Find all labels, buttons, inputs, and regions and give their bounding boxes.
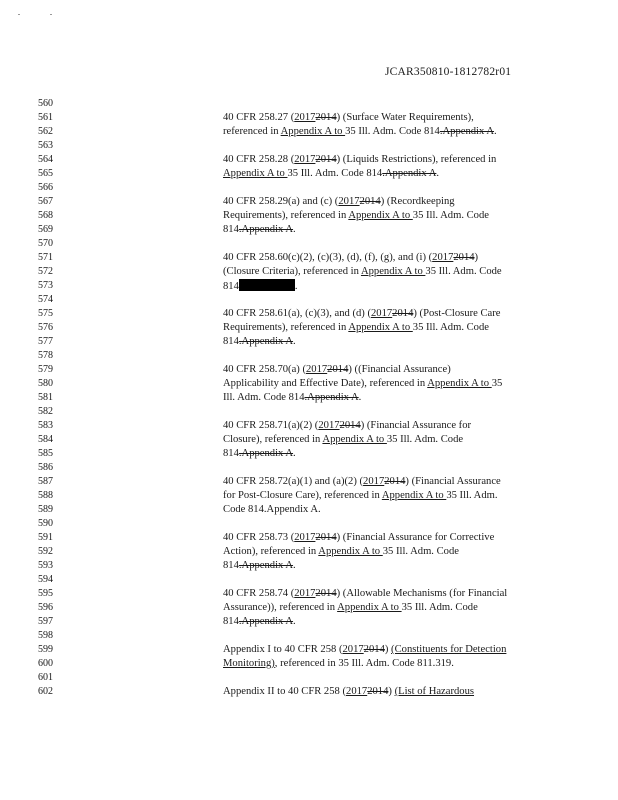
inserted-text: 2017 — [294, 588, 316, 599]
text-line — [223, 559, 296, 573]
line-number: 562 — [38, 126, 53, 137]
text-line — [223, 223, 296, 237]
text-line — [223, 433, 463, 447]
text-span: Appendix I to 40 CFR 258 ( — [223, 644, 343, 655]
text-span: 40 CFR 258.28 ( — [223, 154, 295, 165]
text-line — [223, 251, 478, 265]
deleted-text: 2014 — [367, 686, 389, 697]
text-span: Closure), referenced in — [223, 434, 323, 445]
inserted-text: Appendix A to — [223, 168, 288, 179]
deleted-text: 2014 — [315, 588, 337, 599]
inserted-text: Appendix A to — [318, 546, 383, 557]
inserted-text: 2017 — [342, 644, 364, 655]
inserted-text: 2017 — [363, 476, 385, 487]
scan-speck — [50, 14, 52, 15]
text-span: referenced in — [223, 126, 281, 137]
line-number: 570 — [38, 238, 53, 249]
line-number: 581 — [38, 392, 53, 403]
text-line — [223, 307, 500, 321]
text-span: 814 — [223, 560, 239, 571]
text-line — [223, 601, 478, 615]
text-line — [223, 685, 474, 699]
text-line — [223, 587, 507, 601]
text-span: . — [294, 281, 298, 292]
line-number: 561 — [38, 112, 53, 123]
line-number: 578 — [38, 350, 53, 361]
text-span: ) — [388, 686, 395, 697]
deleted-text: 2014 — [315, 532, 337, 543]
line-number: 602 — [38, 686, 53, 697]
text-span: 40 CFR 258.29(a) and (c) ( — [223, 196, 339, 207]
inserted-text: 2017 — [338, 196, 360, 207]
text-span: 35 Ill. Adm. Code 814 — [345, 126, 440, 137]
line-number: 588 — [38, 490, 53, 501]
deleted-text: .Appendix A — [238, 560, 294, 571]
line-number: 568 — [38, 210, 53, 221]
line-number: 596 — [38, 602, 53, 613]
line-number: 564 — [38, 154, 53, 165]
text-span: 40 CFR 258.27 ( — [223, 112, 295, 123]
deleted-text: .Appendix A — [304, 392, 359, 403]
deleted-text: 2014 — [392, 308, 414, 319]
line-number: 574 — [38, 294, 53, 305]
line-number: 579 — [38, 364, 53, 375]
line-number: 582 — [38, 406, 53, 417]
text-span: Assurance)), referenced in — [223, 602, 338, 613]
text-span: 35 Ill. Adm. Code — [412, 322, 489, 333]
text-span: . — [436, 168, 440, 179]
text-span: ) (Financial Assurance for Corrective — [336, 532, 495, 543]
text-span: . — [293, 560, 296, 571]
text-span: 35 Ill. Adm. — [446, 490, 498, 501]
inserted-text: Appendix A to — [348, 210, 413, 221]
text-span: 814 — [223, 336, 239, 347]
text-span: ) (Recordkeeping — [380, 196, 455, 207]
text-span: 40 CFR 258.70(a) ( — [223, 364, 306, 375]
deleted-text: 2014 — [339, 420, 361, 431]
deleted-text: .Appendix A — [439, 126, 495, 137]
line-number: 572 — [38, 266, 53, 277]
line-number: 591 — [38, 532, 53, 543]
text-span: ) — [474, 252, 479, 263]
text-span: 35 Ill. Adm. Code — [382, 546, 459, 557]
line-number: 583 — [38, 420, 53, 431]
line-number: 575 — [38, 308, 53, 319]
line-number: 576 — [38, 322, 53, 333]
text-span: ) (Allowable Mechanisms (for Financial — [336, 588, 508, 599]
line-number: 567 — [38, 196, 53, 207]
text-span: 35 Ill. Adm. Code — [425, 266, 502, 277]
text-line — [223, 111, 474, 125]
line-number: 560 — [38, 98, 53, 109]
inserted-text: Appendix A to — [280, 126, 346, 137]
line-number: 593 — [38, 560, 53, 571]
text-span: Requirements), referenced in — [223, 210, 349, 221]
deleted-text: 2014 — [453, 252, 475, 263]
inserted-text: Appendix A to — [322, 434, 387, 445]
text-line — [223, 125, 497, 139]
line-number: 587 — [38, 476, 53, 487]
text-span: for Post-Closure Care), referenced in — [223, 490, 382, 501]
text-span: 35 Ill. Adm. Code — [386, 434, 464, 445]
text-span: ) (Liquids Restrictions), referenced in — [336, 154, 497, 165]
text-span: 40 CFR 258.74 ( — [223, 588, 295, 599]
text-line — [223, 209, 489, 223]
text-span: . — [293, 448, 296, 459]
text-span: Appendix II to 40 CFR 258 ( — [223, 686, 347, 697]
line-number: 599 — [38, 644, 53, 655]
deleted-text: 2014 — [359, 196, 381, 207]
line-number: 585 — [38, 448, 53, 459]
inserted-text: 2017 — [294, 532, 316, 543]
text-line — [223, 531, 494, 545]
text-line — [223, 195, 455, 209]
text-span: , referenced in 35 Ill. Adm. Code 811.319. — [274, 658, 454, 669]
text-span: Code 814.Appendix A. — [223, 504, 321, 515]
text-span: . — [494, 126, 497, 137]
text-span: Requirements), referenced in — [223, 322, 349, 333]
line-number: 580 — [38, 378, 53, 389]
line-number: 565 — [38, 168, 53, 179]
text-line — [223, 377, 502, 391]
text-line — [223, 153, 496, 167]
inserted-text: (Constituents for Detection — [391, 644, 507, 655]
text-line — [223, 447, 296, 461]
text-span: 814 — [223, 616, 239, 627]
text-line — [223, 167, 439, 181]
scan-speck — [18, 14, 20, 15]
text-line — [223, 503, 321, 517]
inserted-text: Appendix A to — [427, 378, 492, 389]
text-span: 40 CFR 258.60(c)(2), (c)(3), (d), (f), (g), and (i) ( — [223, 252, 433, 263]
text-span: Applicability and Effective Date), referenced in — [223, 378, 428, 389]
line-number: 590 — [38, 518, 53, 529]
text-span: 40 CFR 258.73 ( — [223, 532, 295, 543]
inserted-text: Appendix A to — [348, 322, 413, 333]
text-span: 814 — [223, 224, 239, 235]
text-line — [223, 321, 489, 335]
deleted-text: 2014 — [384, 476, 406, 487]
text-span: 35 — [491, 378, 503, 389]
line-number: 598 — [38, 630, 53, 641]
text-span: . — [358, 392, 362, 403]
text-line — [223, 657, 454, 671]
line-number: 563 — [38, 140, 53, 151]
line-number: 597 — [38, 616, 53, 627]
inserted-text: 2017 — [294, 154, 316, 165]
deleted-text: 2014 — [327, 364, 349, 375]
line-number: 586 — [38, 462, 53, 473]
text-line — [223, 475, 501, 489]
inserted-text: 2017 — [318, 420, 340, 431]
line-number: 577 — [38, 336, 53, 347]
text-span: ) (Financial Assurance — [405, 476, 501, 487]
line-number: 584 — [38, 434, 53, 445]
text-span: 40 CFR 258.72(a)(1) and (a)(2) ( — [223, 476, 364, 487]
line-number: 566 — [38, 182, 53, 193]
text-line — [223, 615, 296, 629]
text-span: . — [293, 616, 296, 627]
line-number: 600 — [38, 658, 53, 669]
deleted-text: .Appendix A — [238, 448, 294, 459]
text-line — [223, 363, 451, 377]
line-number: 571 — [38, 252, 53, 263]
text-span: . — [293, 224, 296, 235]
deleted-text: .Appendix A — [238, 616, 294, 627]
text-span: ) ((Financial Assurance) — [348, 364, 451, 375]
line-number: 573 — [38, 280, 53, 291]
text-span: 35 Ill. Adm. Code — [401, 602, 478, 613]
line-number: 592 — [38, 546, 53, 557]
text-span: 35 Ill. Adm. Code 814 — [287, 168, 383, 179]
document-id: JCAR350810-1812782r01 — [385, 66, 512, 78]
text-span: ) (Post-Closure Care — [413, 308, 501, 319]
text-line — [223, 265, 502, 279]
text-span: ) (Surface Water Requirements), — [336, 112, 474, 123]
text-span: 814 — [223, 281, 239, 292]
line-number: 601 — [38, 672, 53, 683]
line-number: 569 — [38, 224, 53, 235]
line-number: 589 — [38, 504, 53, 515]
text-span: ) — [384, 644, 392, 655]
deleted-text: .Appendix A — [238, 336, 294, 347]
inserted-text: Monitoring) — [223, 658, 275, 669]
inserted-text: 2017 — [294, 112, 316, 123]
text-span: 35 Ill. Adm. Code — [412, 210, 489, 221]
text-span: Action), referenced in — [223, 546, 319, 557]
line-number: 595 — [38, 588, 53, 599]
inserted-text: Appendix A to — [360, 266, 426, 277]
inserted-text: 2017 — [346, 686, 368, 697]
text-span: Ill. Adm. Code 814 — [223, 392, 305, 403]
deleted-text: .Appendix A — [238, 224, 294, 235]
text-line — [223, 419, 471, 433]
inserted-text: (List of Hazardous — [394, 686, 475, 697]
deleted-text: 2014 — [363, 644, 385, 655]
text-span: ) (Financial Assurance for — [360, 420, 472, 431]
text-span: (Closure Criteria), referenced in — [223, 266, 361, 277]
text-line — [223, 335, 296, 349]
text-line — [223, 489, 498, 503]
inserted-text: 2017 — [305, 364, 328, 375]
text-line — [223, 545, 459, 559]
inserted-text: Appendix A to — [381, 490, 447, 501]
text-span: 814 — [223, 448, 239, 459]
text-line — [223, 391, 361, 405]
text-line — [223, 643, 506, 657]
inserted-text: 2017 — [370, 308, 393, 319]
text-line — [223, 279, 298, 294]
text-span: . — [293, 336, 296, 347]
inserted-text: 2017 — [432, 252, 454, 263]
redaction-mark — [239, 279, 295, 291]
inserted-text: Appendix A to — [337, 602, 402, 613]
text-span: 40 CFR 258.71(a)(2) ( — [223, 420, 319, 431]
deleted-text: 2014 — [315, 154, 337, 165]
deleted-text: .Appendix A — [382, 168, 437, 179]
line-number: 594 — [38, 574, 53, 585]
text-span: 40 CFR 258.61(a), (c)(3), and (d) ( — [223, 308, 371, 319]
deleted-text: 2014 — [315, 112, 337, 123]
